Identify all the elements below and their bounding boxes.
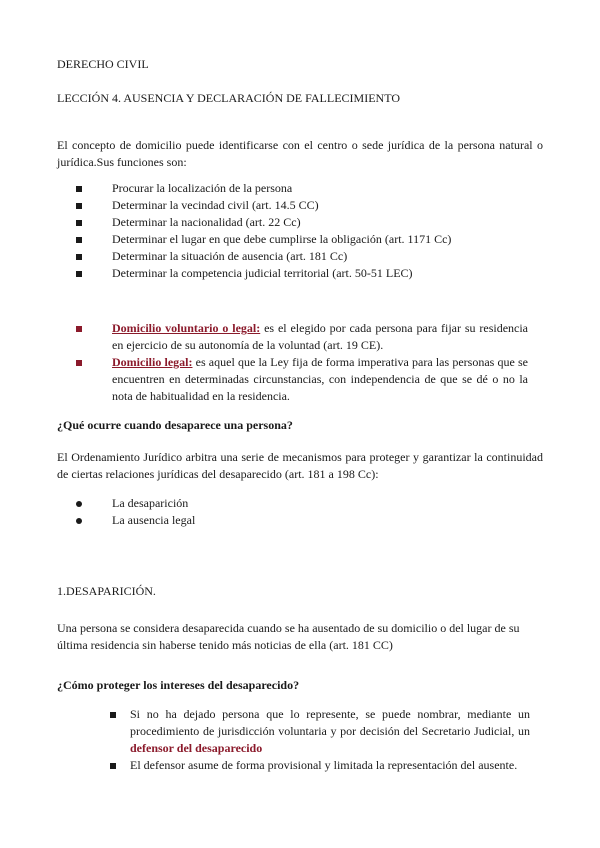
square-bullet-icon [76, 186, 82, 192]
domicile-term: Domicilio legal: [112, 355, 193, 369]
list-item [76, 354, 528, 405]
square-bullet-icon [110, 763, 116, 769]
square-bullet-icon [76, 360, 82, 366]
question-heading: ¿Qué ocurre cuando desaparece una persona? [57, 418, 293, 432]
functions-list [76, 180, 536, 282]
mechanisms-list [76, 495, 536, 529]
round-bullet-icon [76, 518, 82, 524]
domicile-types-list [76, 320, 528, 405]
list-item [76, 512, 536, 529]
section-title: 1.DESAPARICIÓN. [57, 584, 156, 598]
list-item-text: Determinar la situación de ausencia (art. 181 Cc) [112, 249, 348, 263]
defensor-term: defensor del desaparecido [130, 741, 263, 755]
question-heading: ¿Cómo proteger los intereses del desaparecido? [57, 678, 300, 692]
list-item [76, 248, 536, 265]
list-item-text: Procurar la localización de la persona [112, 181, 293, 195]
square-bullet-icon [76, 254, 82, 260]
list-item [76, 197, 536, 214]
square-bullet-icon [76, 220, 82, 226]
domicile-term: Domicilio voluntario o legal: [112, 321, 261, 335]
list-item-text: La ausencia legal [112, 513, 196, 527]
list-item-text: Determinar la nacionalidad (art. 22 Cc) [112, 215, 301, 229]
square-bullet-icon [76, 326, 82, 332]
square-bullet-icon [76, 271, 82, 277]
protection-list [110, 706, 530, 774]
round-bullet-icon [76, 501, 82, 507]
list-item [76, 265, 536, 282]
list-item [76, 231, 536, 248]
list-item-text: Determinar la vecindad civil (art. 14.5 CC) [112, 198, 319, 212]
square-bullet-icon [76, 237, 82, 243]
protection-text: Si no ha dejado persona que lo represente, se puede nombrar, mediante un procedimiento de jurisdicción voluntaria y por decisión del Secretario Judicial, un [130, 707, 530, 738]
intro-paragraph: El concepto de domicilio puede identificarse con el centro o sede jurídica de la persona natural o jurídica.Sus funciones son: [57, 138, 543, 169]
list-item [110, 757, 530, 774]
list-item [76, 495, 536, 512]
lesson-title: LECCIÓN 4. AUSENCIA Y DECLARACIÓN DE FALLECIMIENTO [57, 91, 400, 105]
list-item-text: Determinar el lugar en que debe cumplirse la obligación (art. 1171 Cc) [112, 232, 452, 246]
square-bullet-icon [76, 203, 82, 209]
list-item [76, 214, 536, 231]
square-bullet-icon [110, 712, 116, 718]
list-item-text: Determinar la competencia judicial territorial (art. 50-51 LEC) [112, 266, 413, 280]
answer-paragraph: El Ordenamiento Jurídico arbitra una serie de mecanismos para proteger y garantizar la continuidad de ciertas relaciones jurídicas del desaparecido (art. 181 a 198 Cc): [57, 450, 543, 481]
domicile-definition: es aquel que la Ley fija de forma imperativa para las personas que se encuentren en determinadas circunstancias, con independencia de que se dé o no la nota de habitualidad en la residencia. [112, 355, 528, 403]
subject-heading: DERECHO CIVIL [57, 57, 149, 71]
section-definition: Una persona se considera desaparecida cuando se ha ausentado de su domicilio o del lugar de su última residencia sin haberse tenido más noticias de ella (art. 181 CC) [57, 621, 520, 652]
list-item [110, 706, 530, 757]
list-item [76, 180, 536, 197]
domicile-definition: es el elegido por cada persona para fijar su residencia en ejercicio de su autonomía de la voluntad (art. 19 CE). [112, 321, 529, 352]
list-item-text: La desaparición [112, 496, 189, 510]
list-item [76, 320, 528, 354]
protection-text: El defensor asume de forma provisional y limitada la representación del ausente. [130, 758, 518, 772]
